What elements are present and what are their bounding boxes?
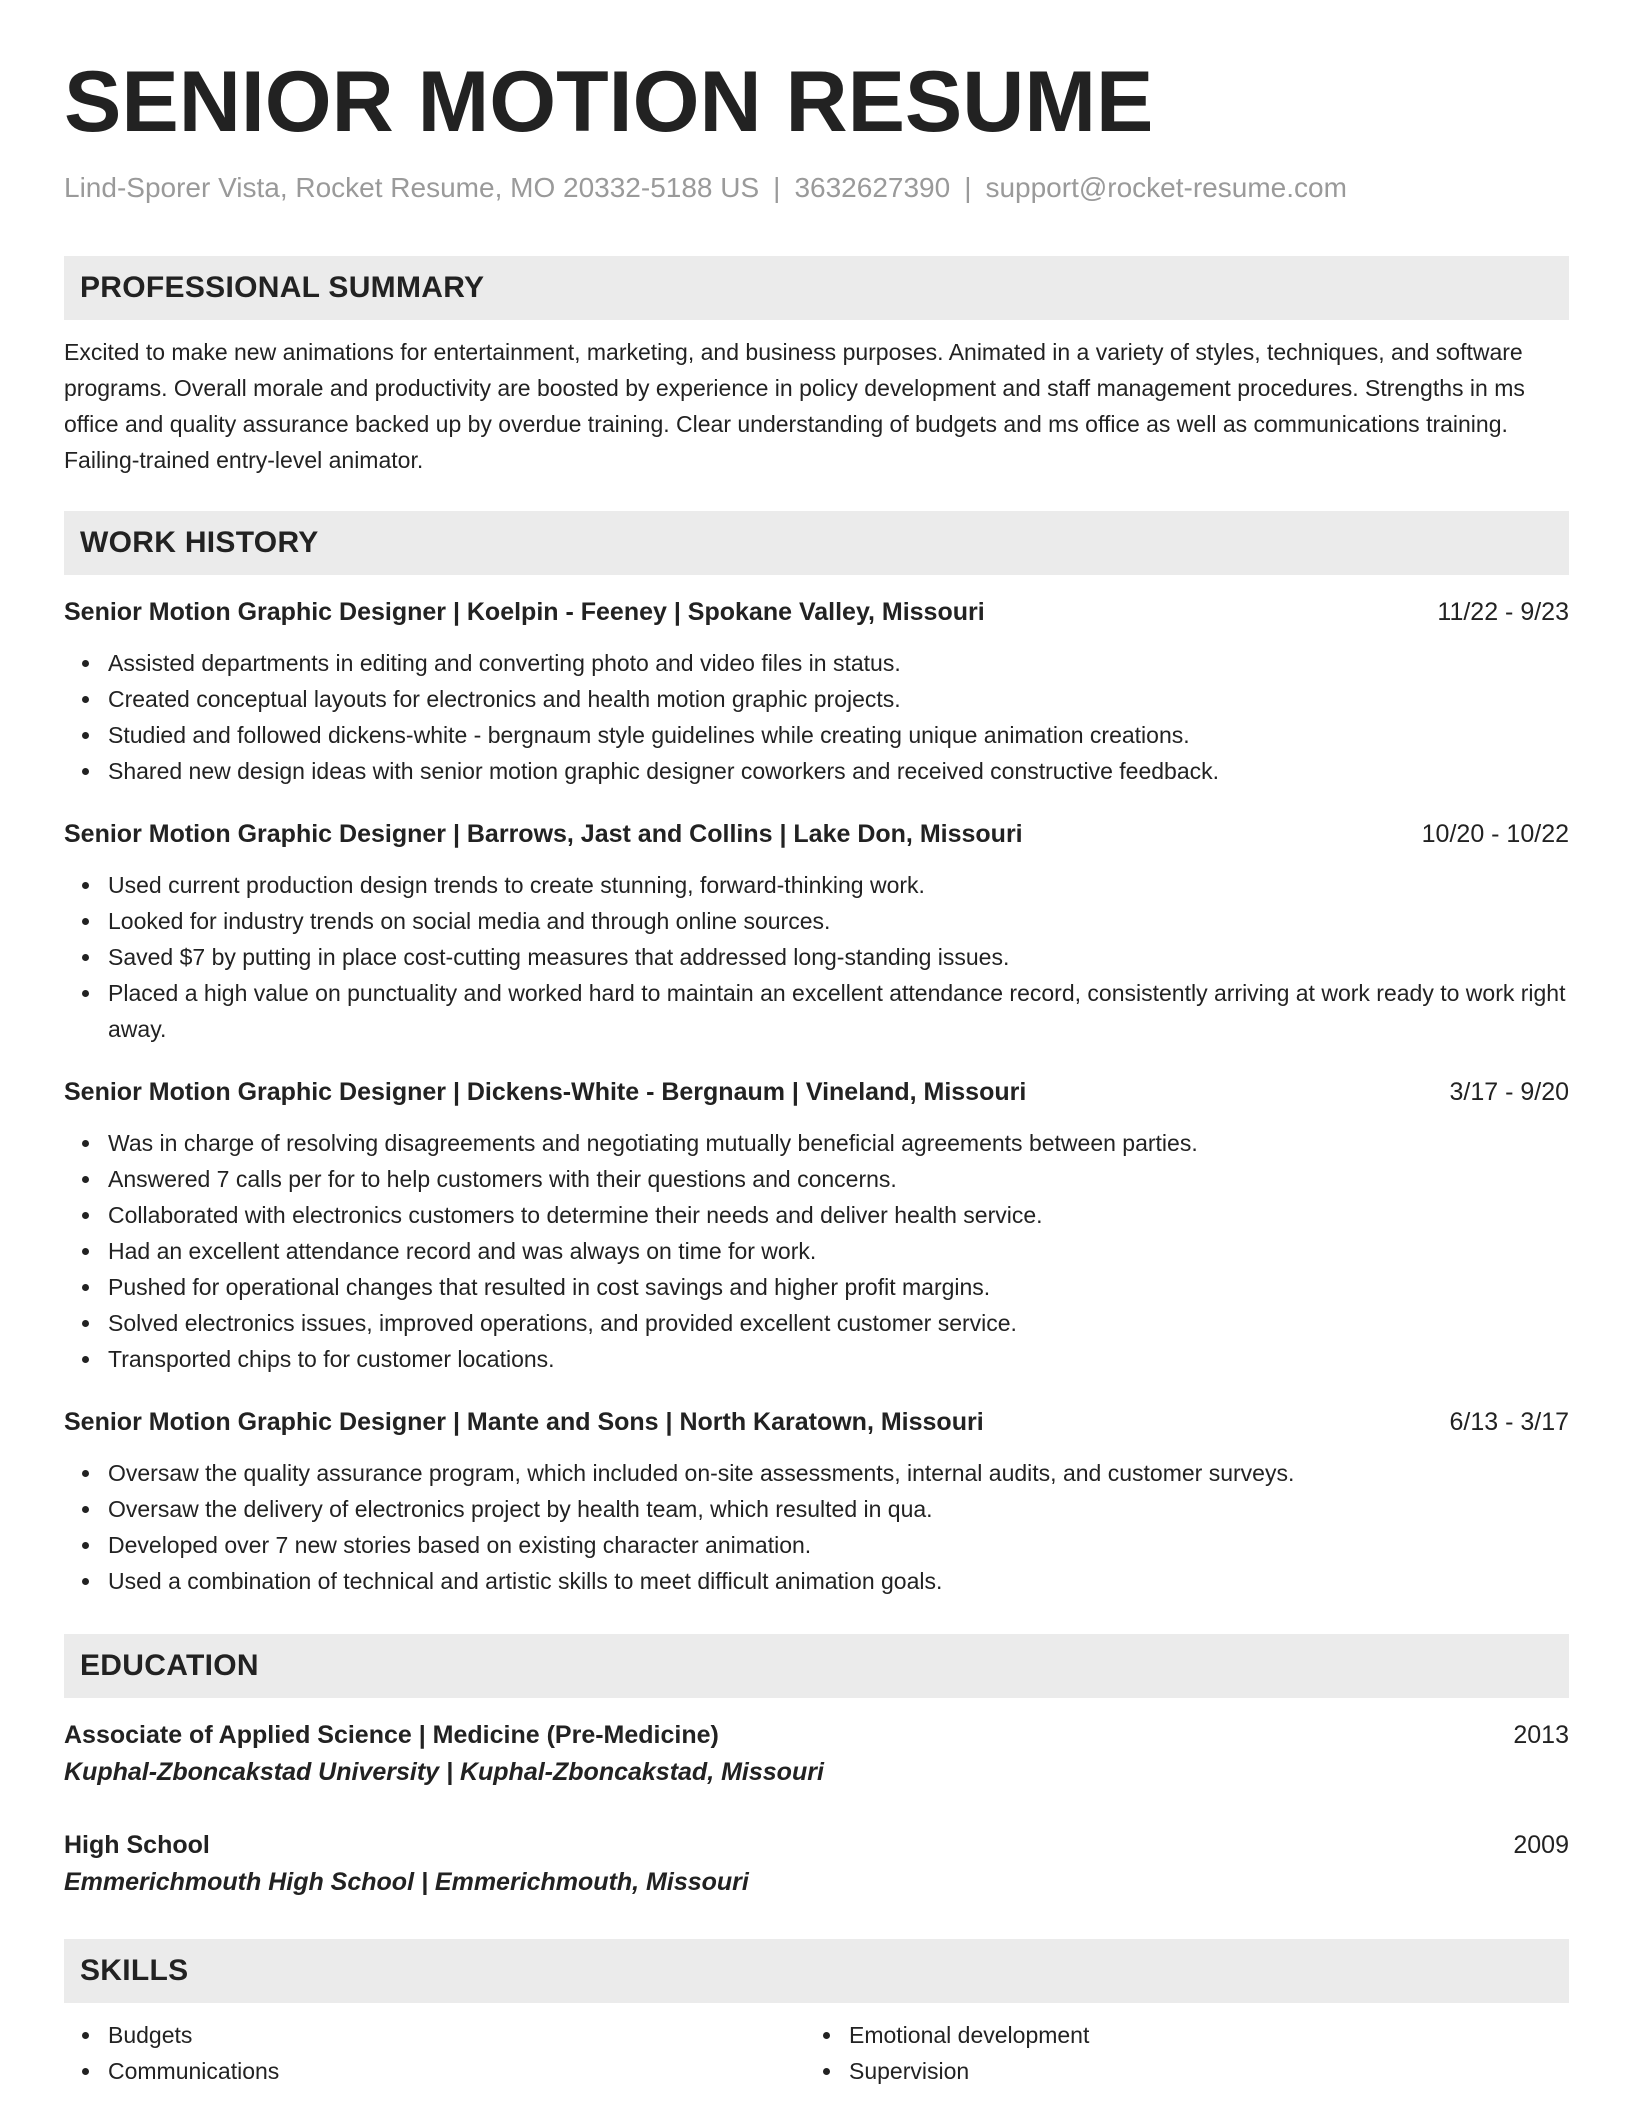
- job-entry: [64, 595, 1569, 789]
- contact-line: [64, 170, 1569, 206]
- bullet-item: Looked for industry trends on social media and through online sources.: [108, 903, 1569, 939]
- bullet-item: Used current production design trends to create stunning, forward-thinking work.: [108, 867, 1569, 903]
- education-school: Kuphal-Zboncakstad University | Kuphal-Zboncakstad, Missouri: [64, 1758, 824, 1786]
- job-title: Senior Motion Graphic Designer | Koelpin - Feeney | Spokane Valley, Missouri: [64, 598, 985, 626]
- bullet-item: Oversaw the delivery of electronics project by health team, which resulted in qua.: [108, 1491, 1569, 1527]
- contact-phone: 3632627390: [794, 172, 951, 203]
- job-entry: [64, 817, 1569, 1047]
- skill-item: Budgets: [108, 2017, 805, 2053]
- education-entry: [64, 1828, 1569, 1900]
- job-header: [64, 1075, 1569, 1109]
- bullet-item: Had an excellent attendance record and was always on time for work.: [108, 1233, 1569, 1269]
- bullet-item: Placed a high value on punctuality and worked hard to maintain an excellent attendance record, consistently arriving at work ready to work right away.: [108, 975, 1569, 1047]
- job-entry: [64, 1405, 1569, 1599]
- bullet-item: Studied and followed dickens-white - bergnaum style guidelines while creating unique animation creations.: [108, 717, 1569, 753]
- contact-email: support@rocket-resume.com: [985, 172, 1347, 203]
- bullet-item: Solved electronics issues, improved operations, and provided excellent customer service.: [108, 1305, 1569, 1341]
- resume-name: SENIOR MOTION RESUME: [64, 54, 1154, 150]
- education-degree: High School: [64, 1831, 210, 1859]
- bullet-item: Transported chips to for customer locations.: [108, 1341, 1569, 1377]
- contact-address: Lind-Sporer Vista, Rocket Resume, MO 20332-5188 US: [64, 172, 760, 203]
- job-bullets: [64, 867, 1569, 1047]
- job-bullets: [64, 1125, 1569, 1377]
- skill-item: Supervision: [849, 2053, 1089, 2089]
- section-heading-summary: PROFESSIONAL SUMMARY: [64, 256, 1569, 320]
- bullet-item: Pushed for operational changes that resulted in cost savings and higher profit margins.: [108, 1269, 1569, 1305]
- job-dates: 11/22 - 9/23: [1437, 598, 1569, 626]
- education-year: 2009: [1513, 1831, 1569, 1859]
- bullet-item: Saved $7 by putting in place cost-cutting measures that addressed long-standing issues.: [108, 939, 1569, 975]
- job-title: Senior Motion Graphic Designer | Dickens-White - Bergnaum | Vineland, Missouri: [64, 1078, 1027, 1106]
- job-title: Senior Motion Graphic Designer | Barrows, Jast and Collins | Lake Don, Missouri: [64, 820, 1023, 848]
- contact-separator: |: [773, 172, 781, 203]
- education-degree: Associate of Applied Science | Medicine (Pre-Medicine): [64, 1721, 719, 1749]
- job-title: Senior Motion Graphic Designer | Mante and Sons | North Karatown, Missouri: [64, 1408, 984, 1436]
- contact-separator: |: [964, 172, 972, 203]
- bullet-item: Assisted departments in editing and converting photo and video files in status.: [108, 645, 1569, 681]
- skill-item: Emotional development: [849, 2017, 1089, 2053]
- bullet-item: Collaborated with electronics customers to determine their needs and deliver health service.: [108, 1197, 1569, 1233]
- job-dates: 3/17 - 9/20: [1449, 1078, 1569, 1106]
- education-header: [64, 1828, 1569, 1862]
- job-dates: 6/13 - 3/17: [1449, 1408, 1569, 1436]
- bullet-item: Answered 7 calls per for to help customers with their questions and concerns.: [108, 1161, 1569, 1197]
- section-heading-education: EDUCATION: [64, 1634, 1569, 1698]
- education-year: 2013: [1513, 1721, 1569, 1749]
- skills-list: [64, 2017, 1569, 2089]
- bullet-item: Developed over 7 new stories based on existing character animation.: [108, 1527, 1569, 1563]
- skills-column-right: [805, 2017, 1089, 2089]
- education-school: Emmerichmouth High School | Emmerichmouth, Missouri: [64, 1868, 749, 1896]
- skills-column-left: [64, 2017, 805, 2089]
- skill-item: Communications: [108, 2053, 805, 2089]
- job-bullets: [64, 1455, 1569, 1599]
- section-heading-skills: SKILLS: [64, 1939, 1569, 2003]
- section-heading-work: WORK HISTORY: [64, 511, 1569, 575]
- bullet-item: Shared new design ideas with senior motion graphic designer coworkers and received constructive feedback.: [108, 753, 1569, 789]
- education-entry: [64, 1718, 1569, 1790]
- job-dates: 10/20 - 10/22: [1421, 820, 1569, 848]
- job-header: [64, 595, 1569, 629]
- job-bullets: [64, 645, 1569, 789]
- bullet-item: Oversaw the quality assurance program, which included on-site assessments, internal audits, and customer surveys.: [108, 1455, 1569, 1491]
- summary-text: Excited to make new animations for entertainment, marketing, and business purposes. Animated in a variety of styles, techniques, and software programs. Overall morale and productivity are boosted by experience in policy development and staff management procedures. Strengths in ms office and quality assurance backed up by overdue training. Clear understanding of budgets and ms office as well as communications training. Failing-trained entry-level animator.: [64, 339, 1525, 473]
- bullet-item: Was in charge of resolving disagreements and negotiating mutually beneficial agreements between parties.: [108, 1125, 1569, 1161]
- bullet-item: Used a combination of technical and artistic skills to meet difficult animation goals.: [108, 1563, 1569, 1599]
- bullet-item: Created conceptual layouts for electronics and health motion graphic projects.: [108, 681, 1569, 717]
- job-header: [64, 817, 1569, 851]
- job-header: [64, 1405, 1569, 1439]
- job-entry: [64, 1075, 1569, 1377]
- education-header: [64, 1718, 1569, 1752]
